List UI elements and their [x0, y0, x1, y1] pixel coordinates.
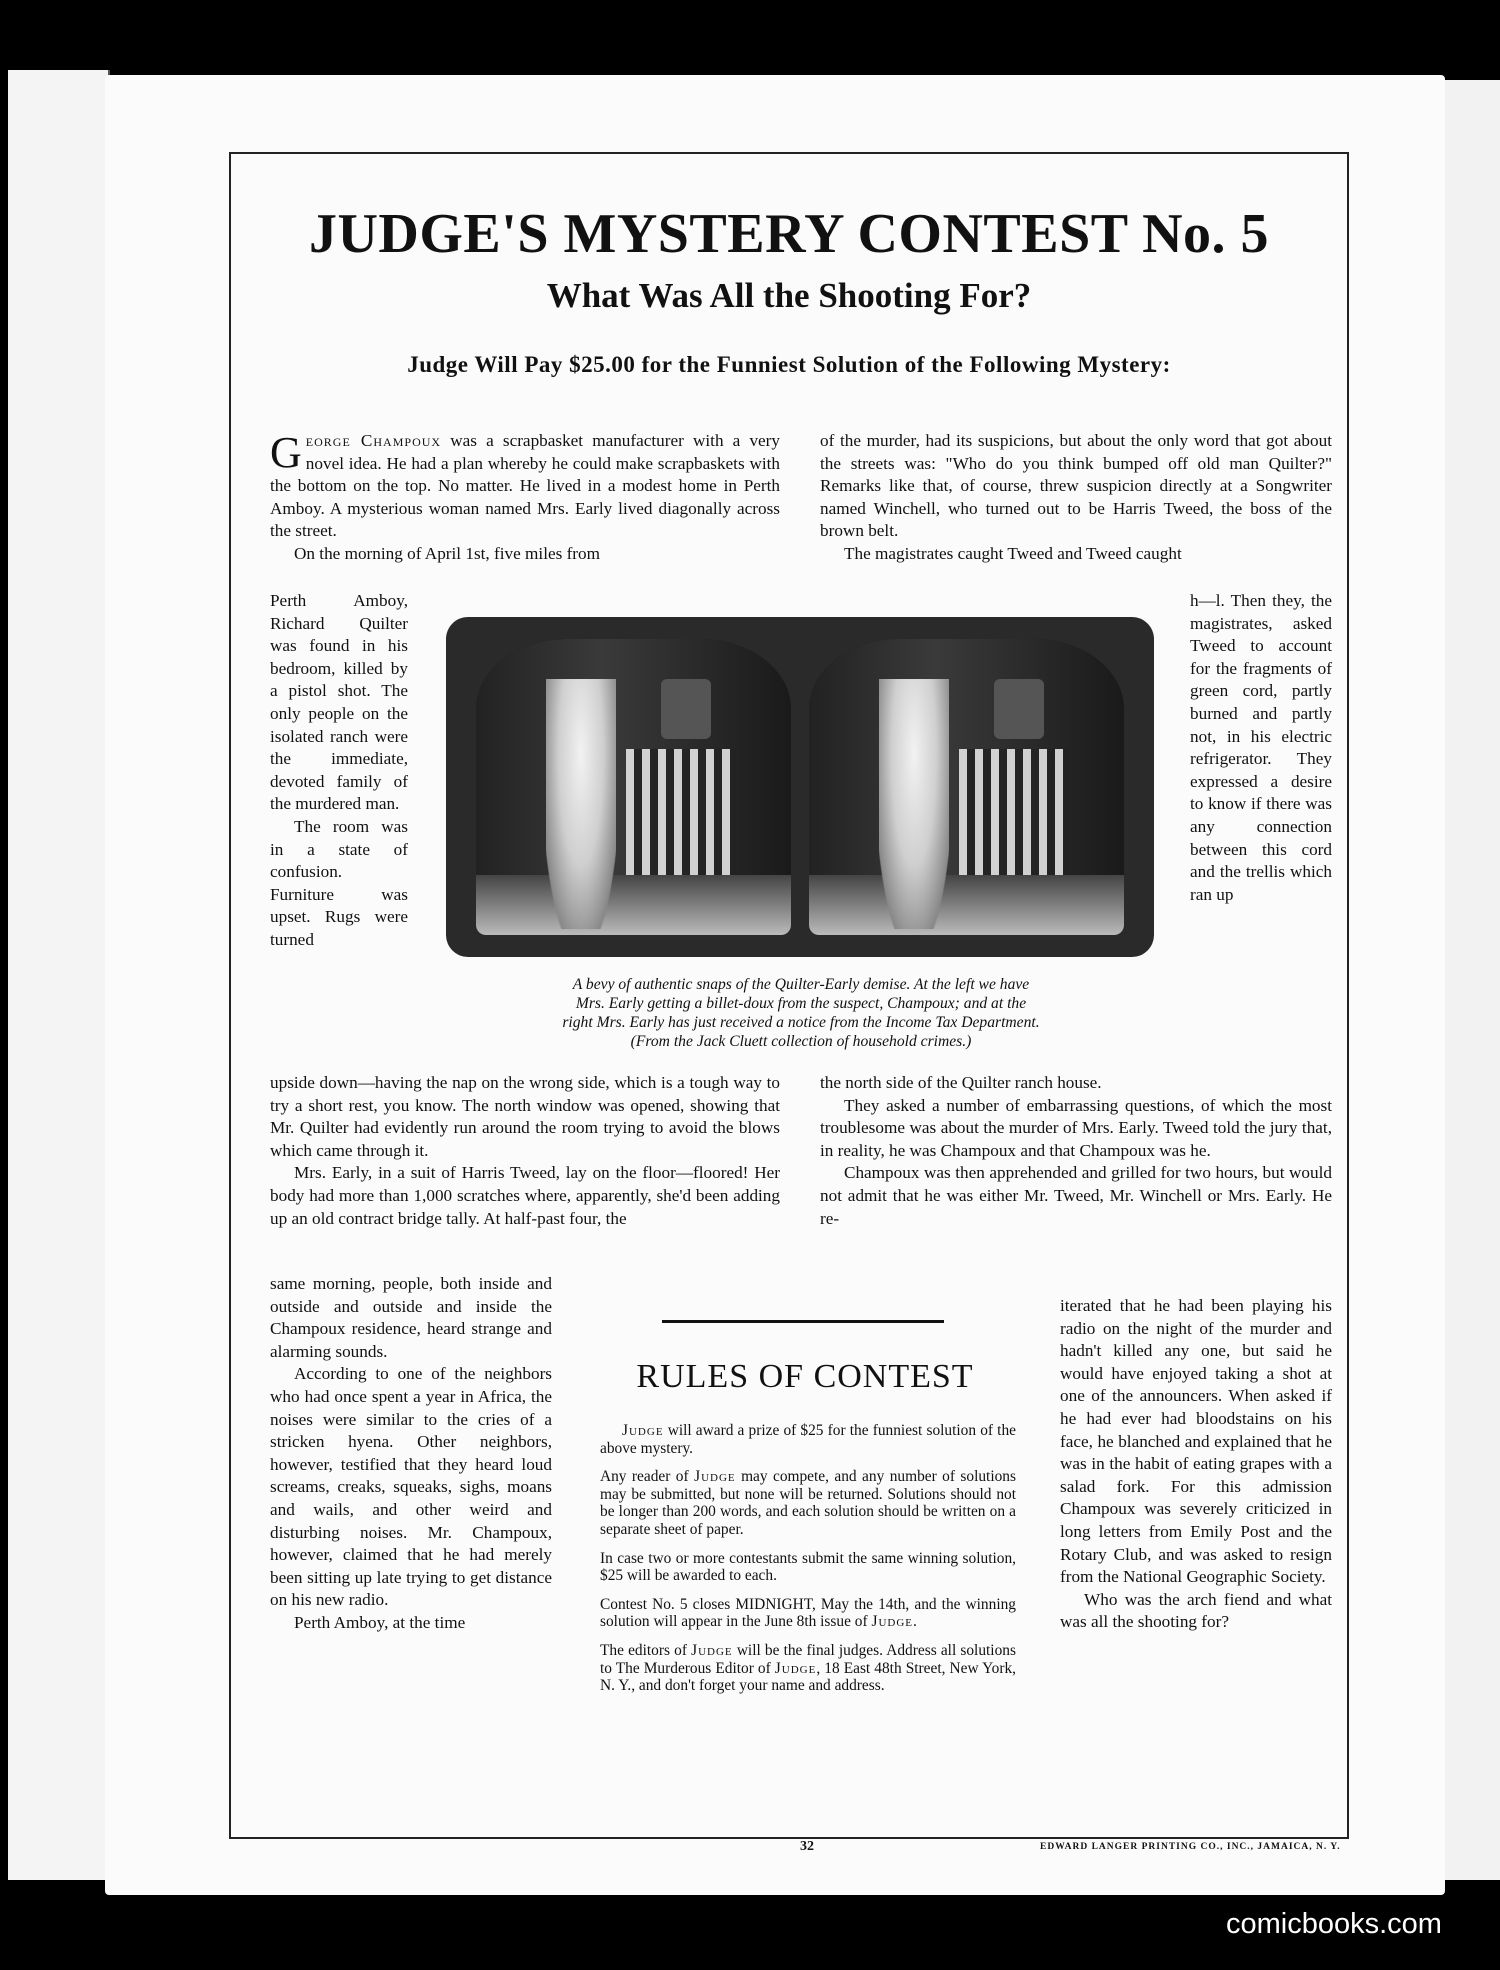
page-number: 32 — [800, 1839, 814, 1854]
rules-title: RULES OF CONTEST — [636, 1358, 974, 1395]
rule-paragraph — [600, 1468, 1016, 1538]
stereo-left-image — [476, 639, 791, 935]
paragraph: Perth Amboy, Richard Quilter was found in his bedroom, killed by a pistol shot. The only people on the isolated ranch were the immediate, devoted family of the murdered man. — [270, 591, 408, 814]
judge-name: Judge — [691, 1641, 733, 1659]
paragraph: h—l. Then they, the magistrates, asked Tweed to account for the fragments of green cord, partly burned and partly not, in his electric refrigerator. They expressed a desire to know if there was any connection between this cord and the trellis which ran up — [1190, 591, 1332, 904]
paragraph: They asked a number of embarrassing questions, of which the most troublesome was about the murder of Mrs. Early. Tweed told the jury that, in reality, he was Champoux and that Champoux was he. — [820, 1095, 1332, 1160]
judge-name: Judge — [774, 1659, 817, 1677]
judge-name: Judge — [622, 1422, 664, 1439]
intro-name: eorge Champoux — [305, 431, 442, 450]
caption-line: right Mrs. Early has just received a notice from the Income Tax Department. — [562, 1014, 1040, 1031]
right-column-narrow-2 — [1060, 1295, 1332, 1634]
stereo-right-image — [809, 639, 1124, 935]
right-column-mid — [820, 1072, 1332, 1230]
photo-caption — [453, 975, 1149, 1051]
facing-page-edge — [1440, 80, 1500, 1880]
rule-text: , 18 East 48th Street, New York, N. Y., and don't forget your name and address. — [600, 1659, 1017, 1695]
stereograph-photo — [446, 617, 1154, 957]
drop-cap: G — [270, 428, 302, 477]
rule-paragraph — [600, 1422, 1016, 1457]
paragraph: Who was the arch fiend and what was all the shooting for? — [1060, 1589, 1332, 1632]
paragraph: upside down—having the nap on the wrong side, which is a tough way to try a short rest, you know. The north window was opened, showing that Mr. Quilter had evidently run around the room trying to avoid the blows which came through it. — [270, 1073, 780, 1160]
right-column-narrow-1 — [1190, 590, 1332, 906]
paragraph: of the murder, had its suspicions, but about the only word that got about the streets was: "Who do you think bumped off old man Quilter?" Remarks like that, of course, threw suspicion directly at a Songwriter named Winchell, who turned out to be Harris Tweed, the boss of the brown belt. — [820, 431, 1332, 541]
paragraph: The room was in a state of confusion. Furniture was upset. Rugs were turned — [270, 816, 408, 949]
contest-lede: Judge Will Pay $25.00 for the Funniest Solution of the Following Mystery: — [407, 352, 1171, 377]
paragraph: The magistrates caught Tweed and Tweed caught — [844, 543, 1182, 563]
rule-text: may compete, and any number of solutions may be submitted, but none will be returned. Solutions should not be longer than 200 words, and each solution should be written on a separate sheet of paper. — [600, 1468, 1016, 1538]
judge-name: Judge — [871, 1613, 913, 1631]
paragraph: Perth Amboy, at the time — [294, 1612, 466, 1632]
printer-credit: EDWARD LANGER PRINTING CO., INC., JAMAICA, N. Y. — [1040, 1842, 1341, 1852]
left-column-mid — [270, 1072, 780, 1230]
caption-line: (From the Jack Cluett collection of household crimes.) — [630, 1033, 972, 1050]
paragraph: iterated that he had been playing his radio on the night of the murder and hadn't killed any one, but said he would have enjoyed taking a shot at one of the announcers. When asked if he had ever had bloodstains on his face, he blanched and explained that he was in the habit of eating grapes with a salad fork. For this admission Champoux was severely criticized in long letters from Emily Post and the Rotary Club, and was asked to resign from the National Geographic Society. — [1060, 1296, 1332, 1587]
rule-paragraph — [600, 1642, 1016, 1695]
paragraph: According to one of the neighbors who had once spent a year in Africa, the noises were similar to the cries of a stricken hyena. Other neighbors, however, testified that they heard loud screams, creaks, squeaks, sighs, moans and wails, and other weird and disturbing noises. Mr. Champoux, however, claimed that he had merely been sitting up late trying to get distance on his new radio. — [270, 1364, 552, 1610]
left-column-narrow-2 — [270, 1273, 552, 1635]
caption-line: Mrs. Early getting a billet-doux from the suspect, Champoux; and at the — [575, 995, 1027, 1012]
page-stack-edges — [0, 70, 112, 1880]
right-column-top — [820, 430, 1332, 566]
paragraph: On the morning of April 1st, five miles from — [294, 543, 600, 563]
rules-of-contest — [600, 1422, 1016, 1706]
paragraph: the north side of the Quilter ranch house. — [820, 1073, 1102, 1092]
caption-line: A bevy of authentic snaps of the Quilter-Early demise. At the left we have — [572, 976, 1030, 993]
divider-rule — [662, 1320, 944, 1323]
rule-text: The editors of — [600, 1641, 687, 1659]
paragraph: same morning, people, both inside and outside and outside and inside the Champoux residence, heard strange and alarming sounds. — [270, 1274, 552, 1361]
paragraph: Champoux was then apprehended and grilled for two hours, but would not admit that he was either Mr. Tweed, Mr. Winchell or Mrs. Early. He re- — [820, 1163, 1332, 1228]
site-watermark: comicbooks.com — [1226, 1908, 1442, 1940]
paragraph: was a scrapbasket manufacturer with a very novel idea. He had a plan whereby he could make scrapbaskets with the bottom on the top. No matter. He lived in a modest home in Perth Amboy. A mysterious woman named Mrs. Early lived diagonally across the street. — [270, 431, 781, 541]
rule-text: Any reader of — [600, 1468, 689, 1486]
page-subtitle: What Was All the Shooting For? — [546, 276, 1032, 315]
rule-text: Contest No. 5 closes MIDNIGHT, May the 14th, and the winning solution will appear in the June 8th issue of — [600, 1595, 1016, 1631]
left-column-narrow-1 — [270, 590, 408, 952]
left-column-top — [270, 430, 780, 566]
rule-paragraph: Contest No. 5 closes MIDNIGHT, May the 14th, and the winning solution will appear in the June 8th issue of Judge. — [600, 1595, 1016, 1631]
rule-paragraph: In case two or more contestants submit the same winning solution, $25 will be awarded to each. — [600, 1549, 1016, 1585]
judge-name: Judge — [694, 1468, 736, 1486]
paragraph: Mrs. Early, in a suit of Harris Tweed, lay on the floor—floored! Her body had more than 1,000 scratches where, apparently, she'd been adding up an old contract bridge tally. At half-past four, the — [270, 1163, 780, 1228]
rule-text: will award a prize of $25 for the funniest solution of the above mystery. — [600, 1422, 1016, 1457]
rule-text: will be the final judges. Address all solutions to The Murderous Editor of — [600, 1641, 1016, 1677]
page-title: JUDGE'S MYSTERY CONTEST No. 5 — [308, 203, 1270, 265]
